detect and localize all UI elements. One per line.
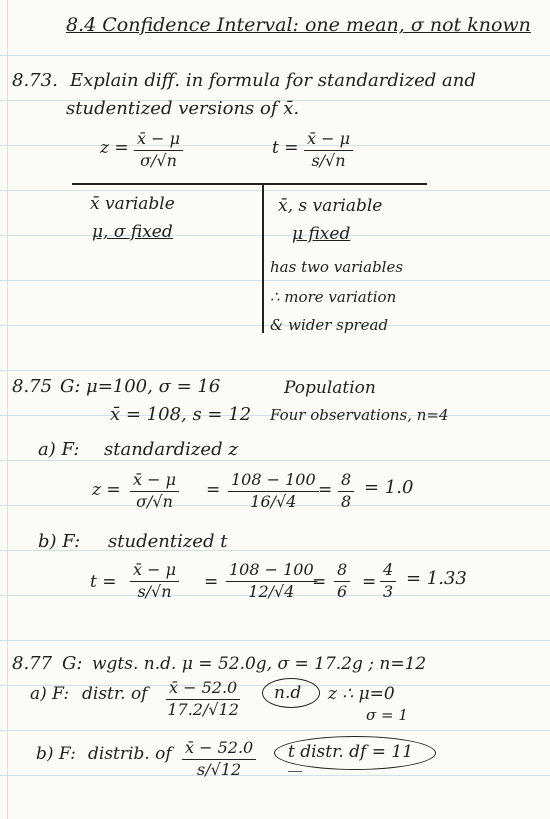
t-calc-fraction-2 <box>226 562 317 601</box>
t-formula-lhs: t = <box>272 138 299 158</box>
problem-8-75-sample-stats: x̄ = 108, s = 12 <box>110 404 252 425</box>
problem-8-73-number: 8.73. <box>12 70 58 91</box>
page-title: 8.4 Confidence Interval: one mean, σ not known <box>66 14 531 36</box>
problem-8-75-population: Population <box>284 378 376 398</box>
part-8-77a-note: z ∴ μ=0 <box>328 684 395 704</box>
margin-line <box>7 0 8 819</box>
t-calc-equals-1: = <box>204 572 219 592</box>
part-8-77b-text: distrib. of <box>88 744 172 764</box>
t-calc-fraction-1 <box>130 562 179 601</box>
problem-8-77-given: wgts. n.d. μ = 52.0g, σ = 17.2g ; n=12 <box>92 654 427 674</box>
part-b-label: b) F: <box>38 531 81 552</box>
t-calc-fraction-4 <box>380 562 396 601</box>
z-formula-denominator: σ/√n <box>140 150 177 170</box>
t-calc-numerator-4: 4 <box>380 562 396 582</box>
part-8-77a-note-sigma: σ = 1 <box>366 706 408 724</box>
t-calc-equals-2: = <box>312 572 327 592</box>
t-formula-numerator: x̄ − μ <box>304 131 353 151</box>
z-calc-fraction-2 <box>228 472 319 511</box>
ruled-line <box>0 640 550 641</box>
problem-8-75-observations: Four observations, n=4 <box>270 406 449 424</box>
ruled-line <box>0 775 550 776</box>
part-8-77a-circle-text: n.d <box>274 683 302 703</box>
z-calc-denominator-3: 8 <box>341 491 352 511</box>
z-note-fixed: μ, σ fixed <box>92 222 173 242</box>
t-note-more-variation: ∴ more variation <box>270 288 397 306</box>
t-calc-numerator-2: 108 − 100 <box>226 562 317 582</box>
z-calc-numerator-1: x̄ − μ <box>130 472 179 492</box>
t-calc-result: = 1.33 <box>406 568 467 589</box>
ruled-line <box>0 280 550 281</box>
t-calc-denominator-3: 6 <box>337 581 348 601</box>
t-calc-numerator-3: 8 <box>334 562 350 582</box>
part-8-77a-label: a) F: <box>30 684 70 704</box>
ruled-line <box>0 235 550 236</box>
t-calc-fraction-3 <box>334 562 350 601</box>
ruled-line <box>0 460 550 461</box>
t-formula-fraction <box>304 131 353 170</box>
table-divider-vertical <box>262 183 264 333</box>
z-note-variable: x̄ variable <box>90 194 175 214</box>
problem-8-73-line1: Explain diff. in formula for standardized and <box>70 70 476 91</box>
z-calc-result: = 1.0 <box>364 477 414 498</box>
problem-8-75-given-params: μ=100, σ = 16 <box>86 376 221 397</box>
problem-8-73-line2: studentized versions of x̄. <box>66 98 300 119</box>
z-calc-lhs: z = <box>92 480 121 500</box>
t-note-two-variables: has two variables <box>270 258 404 276</box>
part-8-77b-denominator: s/√12 <box>197 759 242 779</box>
part-8-77a-fraction <box>166 680 240 719</box>
part-a-text: standardized z <box>104 439 238 460</box>
part-8-77b-numerator: x̄ − 52.0 <box>182 740 256 760</box>
t-note-variable: x̄, s variable <box>278 196 383 216</box>
ruled-line <box>0 370 550 371</box>
problem-8-75-number: 8.75 <box>12 376 53 397</box>
problem-8-77-given-label: G: <box>62 653 83 674</box>
z-formula-fraction <box>134 131 183 170</box>
underline-mark <box>288 771 302 772</box>
part-8-77b-label: b) F: <box>36 744 76 764</box>
part-a-label: a) F: <box>38 439 80 460</box>
t-note-wider-spread: & wider spread <box>270 316 389 334</box>
ruled-line <box>0 730 550 731</box>
part-8-77a-numerator: x̄ − 52.0 <box>166 680 240 700</box>
z-calc-denominator-2: 16/√4 <box>250 491 297 511</box>
z-calc-denominator-1: σ/√n <box>136 491 173 511</box>
part-8-77a-denominator: 17.2/√12 <box>167 699 239 719</box>
ruled-line <box>0 55 550 56</box>
z-formula-lhs: z = <box>100 138 129 158</box>
ruled-line <box>0 550 550 551</box>
part-8-77a-text: distr. of <box>82 684 148 704</box>
z-calc-fraction-1 <box>130 472 179 511</box>
z-calc-numerator-2: 108 − 100 <box>228 472 319 492</box>
t-calc-denominator-1: s/√n <box>137 581 172 601</box>
part-b-text: studentized t <box>108 531 228 552</box>
t-calc-denominator-4: 3 <box>383 581 394 601</box>
t-calc-lhs: t = <box>90 572 117 592</box>
z-formula-numerator: x̄ − μ <box>134 131 183 151</box>
t-calc-numerator-1: x̄ − μ <box>130 562 179 582</box>
problem-8-77-number: 8.77 <box>12 653 53 674</box>
t-calc-equals-3: = <box>362 572 377 592</box>
part-8-77b-circle-text: t distr. df = 11 <box>288 742 414 762</box>
t-note-fixed: μ fixed <box>292 224 351 244</box>
problem-8-75-given-label: G: <box>60 376 81 397</box>
t-formula-denominator: s/√n <box>311 150 346 170</box>
ruled-line <box>0 190 550 191</box>
table-divider-horizontal <box>72 183 427 185</box>
z-calc-numerator-3: 8 <box>338 472 354 492</box>
z-calc-equals-2: = <box>318 480 333 500</box>
part-8-77b-fraction <box>182 740 256 779</box>
t-calc-denominator-2: 12/√4 <box>248 581 295 601</box>
z-calc-equals-1: = <box>206 480 221 500</box>
z-calc-fraction-3 <box>338 472 354 511</box>
